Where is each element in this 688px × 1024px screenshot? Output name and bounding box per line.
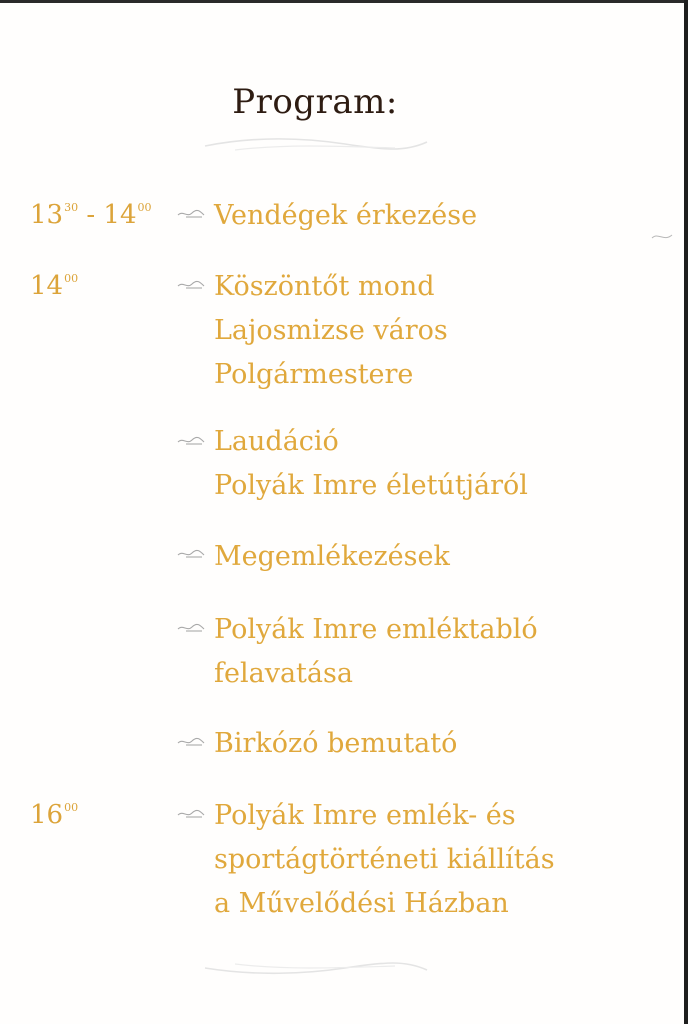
- program-item-line: Birkózó bemutató: [214, 728, 458, 759]
- program-item-line: a Művelődési Házban: [214, 888, 509, 919]
- program-item-commemorations: [214, 535, 450, 579]
- program-item-line: Polgármestere: [214, 359, 414, 390]
- program-item-exhibition: [214, 794, 555, 926]
- program-item-line: Laudáció: [214, 426, 339, 457]
- tilde-flourish-icon: [176, 207, 206, 221]
- ornament-divider-icon: [195, 132, 435, 158]
- time-label-1330-1400: $13^{30} - 14^{00}$: [30, 200, 152, 230]
- page-title: Program:: [232, 82, 398, 122]
- program-item-line: Vendégek érkezése: [214, 200, 478, 231]
- program-item-line: Polyák Imre emléktabló: [214, 614, 538, 645]
- program-item-arrival: [214, 194, 477, 238]
- program-item-line: sportágtörténeti kiállítás: [214, 844, 555, 875]
- program-item-line: Köszöntőt mond: [214, 271, 435, 302]
- tilde-flourish-icon: [176, 807, 206, 821]
- tilde-flourish-icon: [176, 434, 206, 448]
- program-item-line: Polyák Imre életútjáról: [214, 470, 528, 501]
- program-item-line: felavatása: [214, 658, 353, 689]
- program-item-line: Megemlékezések: [214, 541, 450, 572]
- program-item-laudation: [214, 420, 528, 508]
- program-item-wrestling-demo: [214, 722, 457, 766]
- program-item-plaque-unveiling: [214, 608, 538, 696]
- scan-right-edge: [684, 0, 688, 1024]
- time-label-1600: $16^{00}$: [30, 800, 79, 830]
- stray-mark-icon: [650, 230, 674, 244]
- program-item-line: Polyák Imre emlék- és: [214, 800, 516, 831]
- tilde-flourish-icon: [176, 621, 206, 635]
- tilde-flourish-icon: [176, 735, 206, 749]
- program-item-line: Lajosmizse város: [214, 315, 448, 346]
- program-item-greeting: [214, 265, 448, 397]
- tilde-flourish-icon: [176, 547, 206, 561]
- scan-top-edge: [0, 0, 688, 3]
- ornament-divider-icon: [195, 956, 435, 982]
- time-label-1400: $14^{00}$: [30, 271, 79, 301]
- tilde-flourish-icon: [176, 278, 206, 292]
